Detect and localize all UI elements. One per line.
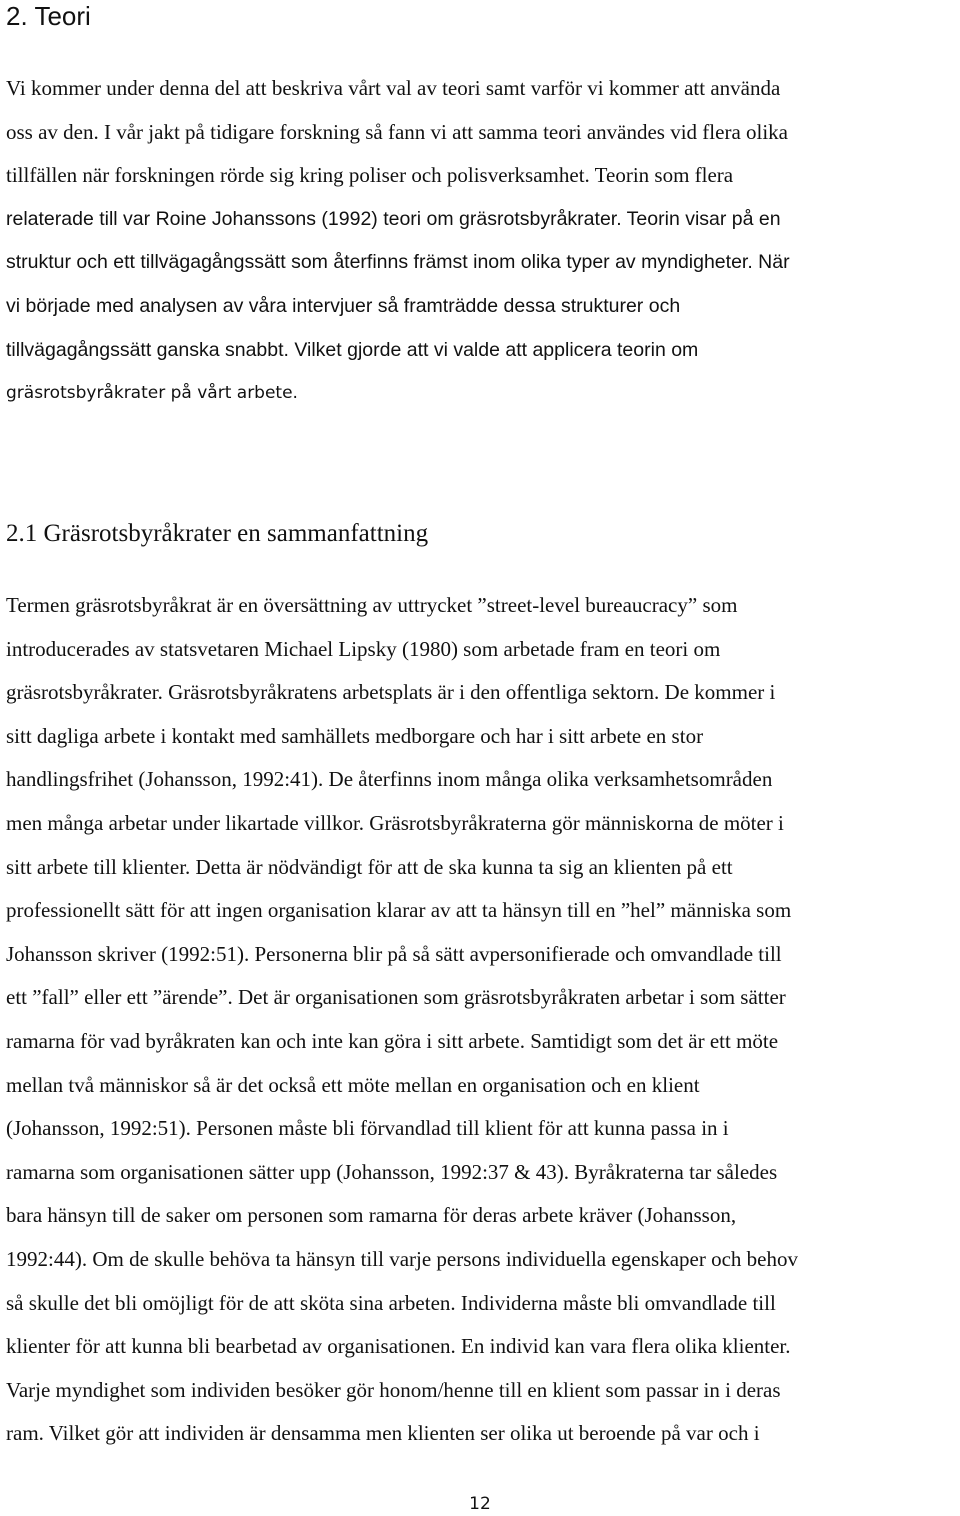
paragraph-line: sitt dagliga arbete i kontakt med samhällets medborgare och har i sitt arbete en stor <box>6 723 704 748</box>
paragraph-line: så skulle det bli omöjligt för de att sköta sina arbeten. Individerna måste bli omvandlade till <box>6 1290 776 1315</box>
paragraph-line: Termen gräsrotsbyråkrat är en översättning av uttrycket ”street-level bureaucracy” som <box>6 593 738 617</box>
section-title: 2.1 Gräsrotsbyråkrater en sammanfattning <box>6 520 429 547</box>
paragraph-line: ram. Vilket gör att individen är densamma men klienten ser olika ut beroende på var och i <box>6 1421 760 1446</box>
paragraph-line: ramarna som organisationen sätter upp (Johansson, 1992:37 & 43). Byråkraterna tar således <box>6 1159 778 1184</box>
paragraph-line: mellan två människor så är det också ett möte mellan en organisation och en klient <box>6 1072 700 1097</box>
paragraph-line: Vi kommer under denna del att beskriva vårt val av teori samt varför vi kommer att använda <box>6 76 781 100</box>
paragraph-line: sitt arbete till klienter. Detta är nödvändigt för att de ska kunna ta sig an klienten på ett <box>6 854 733 879</box>
paragraph-line: Johansson skriver (1992:51). Personerna blir på så sätt avpersonifierade och omvandlade till <box>6 941 782 966</box>
paragraph-line: struktur och ett tillvägagångssätt som återfinns främst inom olika typer av myndigheter. När <box>6 251 790 274</box>
paragraph-line: tillfällen när forskningen rörde sig kring poliser och polisverksamhet. Teorin som flera <box>6 163 734 188</box>
paragraph-line: tillvägagångssätt ganska snabbt. Vilket gjorde att vi valde att applicera teorin om <box>6 338 699 361</box>
paragraph-line: klienter för att kunna bli bearbetad av organisationen. En individ kan vara flera olika klienter. <box>6 1334 791 1359</box>
paragraph-line: ett ”fall” eller ett ”ärende”. Det är organisationen som gräsrotsbyråkraten arbetar i som sätter <box>6 985 786 1010</box>
paragraph-line: introducerades av statsvetaren Michael Lipsky (1980) som arbetade fram en teori om <box>6 636 721 661</box>
summary-paragraph <box>6 584 958 1456</box>
paragraph-line: vi började med analysen av våra intervjuer så framträdde dessa strukturer och <box>6 294 681 317</box>
paragraph-line: (Johansson, 1992:51). Personen måste bli förvandlad till klient för att kunna passa in i <box>6 1116 729 1141</box>
paragraph-line: handlingsfrihet (Johansson, 1992:41). De återfinns inom många olika verksamhetsområden <box>6 767 773 792</box>
theory-paragraph <box>6 67 956 416</box>
chapter-title: 2. Teori <box>6 1 91 31</box>
paragraph-line: 1992:44). Om de skulle behöva ta hänsyn till varje persons individuella egenskaper och behov <box>6 1246 798 1271</box>
paragraph-line: ramarna för vad byråkraten kan och inte kan göra i sitt arbete. Samtidigt som det är ett möte <box>6 1028 779 1053</box>
paragraph-line: gräsrotsbyråkrater på vårt arbete. <box>6 383 298 404</box>
paragraph-line: bara hänsyn till de saker om personen som ramarna för deras arbete kräver (Johansson, <box>6 1203 737 1228</box>
paragraph-line: relaterade till var Roine Johanssons (1992) teori om gräsrotsbyråkrater. Teorin visar på en <box>6 207 781 230</box>
paragraph-line: Varje myndighet som individen besöker gör honom/henne till en klient som passar in i deras <box>6 1377 781 1402</box>
paragraph-line: gräsrotsbyråkrater. Gräsrotsbyråkratens arbetsplats är i den offentliga sektorn. De kommer i <box>6 680 776 705</box>
page-number: 12 <box>469 1494 491 1514</box>
paragraph-line: professionellt sätt för att ingen organisation klarar av att ta hänsyn till en ”hel” människa som <box>6 898 792 923</box>
paragraph-line: oss av den. I vår jakt på tidigare forskning så fann vi att samma teori användes vid flera olika <box>6 119 789 144</box>
paragraph-line: men många arbetar under likartade villkor. Gräsrotsbyråkraterna gör människorna de möter i <box>6 810 784 835</box>
